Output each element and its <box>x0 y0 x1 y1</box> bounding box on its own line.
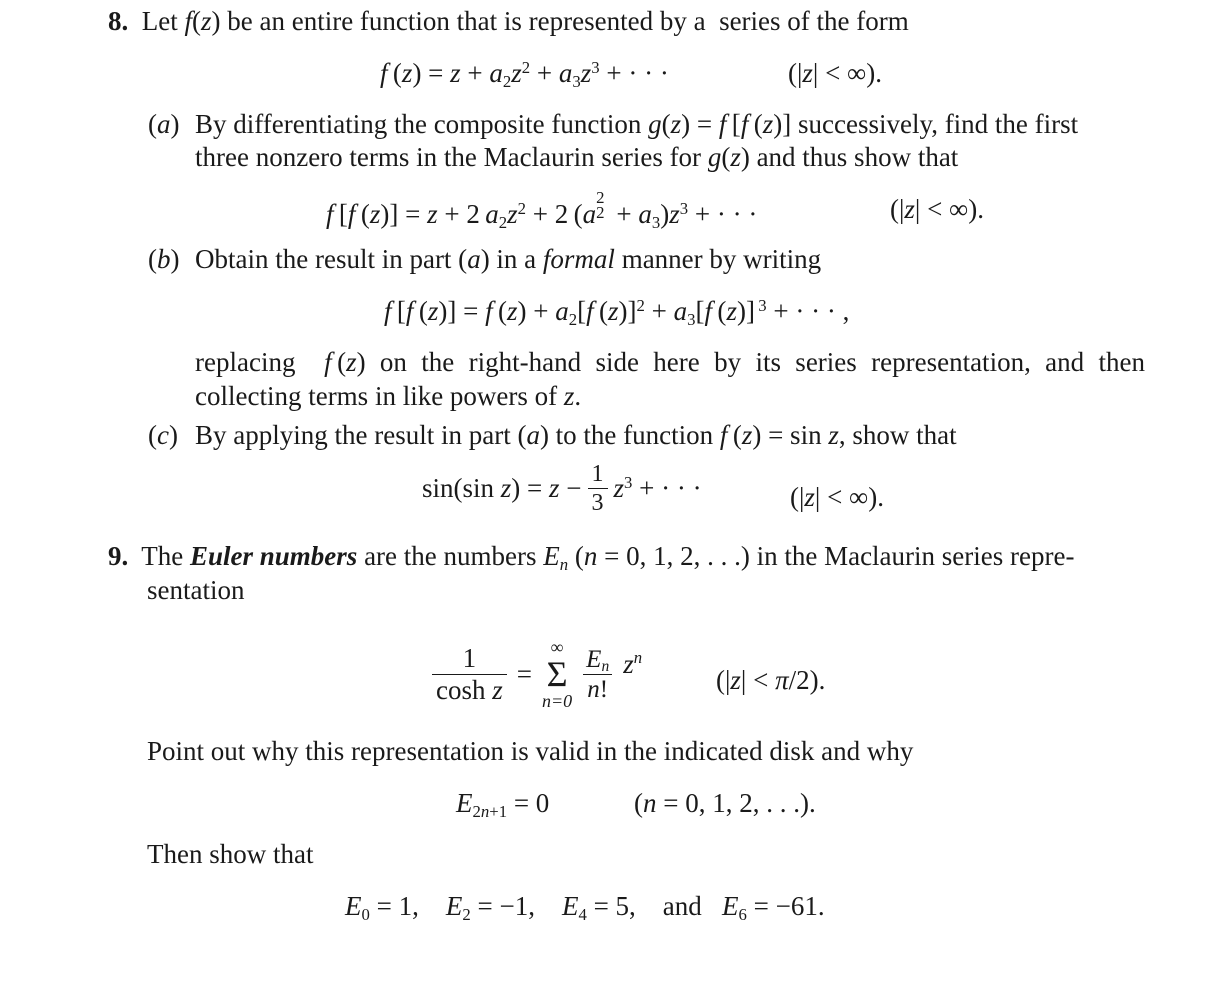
problem-9-odd-zero-domain: (n = 0, 1, 2, . . .). <box>634 788 816 818</box>
part-a-result-domain: (|z| < ∞). <box>890 194 985 224</box>
problem-9-line4: Then show that <box>147 839 314 869</box>
part-c-label: (c) <box>148 420 178 450</box>
part-c-result-domain: (|z| < ∞). <box>790 482 885 512</box>
problem-9-odd-zero: $E_{2n+1} = 0$ <box>456 788 550 822</box>
problem-9-line1: 9. The Euler numbers are the numbers $E_n$ (n = 0, 1, 2, . . .) in the Maclaurin series repre- <box>108 541 1075 575</box>
problem-9-series-domain: (|z| < π/2). <box>716 665 826 695</box>
part-b-line1: Obtain the result in part (a) in a formal manner by writing <box>195 244 822 274</box>
problem-9-number: 9. <box>108 541 129 571</box>
part-b-equation: f [f (z)] = f $(z) + a_2[f$ $(z)]^2 + a_3[f$ (z)] $^3$ + · · · , <box>384 295 850 330</box>
part-b-line2: replacing f (z) on the right-hand side here by its series representation, and then <box>195 347 1145 377</box>
problem-9-series: $\frac{1}{\text{cosh z}}$ = ∞ Σ n=0 $\frac{E_n}{n!}$ $z^n$ <box>432 638 642 710</box>
part-a-line2: three nonzero terms in the Maclaurin series for g(z) and thus show that <box>195 142 959 172</box>
p8-number <box>0 0 1 1</box>
problem-9-values: $E_0 = 1$, $E_2 = -1$, $E_4 = 5$, and $E_6 = -61$. <box>345 891 825 925</box>
part-b-line3: collecting terms in like powers of z. <box>195 381 582 411</box>
part-b-label: (b) <box>148 244 180 274</box>
fraction-one-third: $\frac{1}{3}$ <box>588 462 608 515</box>
problem-9-line2: sentation <box>147 575 245 605</box>
part-a-result: f [f (z)] = z + 2 $a_2z^2 + 2$ (a 2 2 + $a_3)z^3$ + · · · <box>326 188 758 233</box>
problem-8-number: 8. <box>108 6 129 36</box>
part-c-line1: By applying the result in part (a) to the function f (z) = sin z, show that <box>195 420 957 450</box>
problem-8-intro: 8. Let f(z) be an entire function that is represented by a series of the form <box>108 6 909 36</box>
part-a-line1: By differentiating the composite function g(z) = f [f (z)] successively, find the first <box>195 109 1079 139</box>
summation-symbol: ∞ Σ n=0 <box>542 637 573 711</box>
fraction-en-over-nfact: $\frac{E_n}{n!}$ <box>582 647 613 702</box>
part-a-label: (a) <box>148 109 180 139</box>
problem-8-series-domain: (|z| < ∞). <box>788 58 883 88</box>
problem-9-line3: Point out why this representation is valid in the indicated disk and why <box>147 736 914 766</box>
problem-8-series: f $(z) = z + a_2z^2 + a_3z^3$ + · · · <box>380 57 669 92</box>
part-c-result: sin(sin z) = z − $\frac{1}{3}$ $z^3$ + · · · <box>422 461 702 516</box>
fraction-one-over-cosh: $\frac{1}{\text{cosh z}}$ <box>432 645 507 704</box>
semantic-text-mirror <box>0 0 1 1</box>
